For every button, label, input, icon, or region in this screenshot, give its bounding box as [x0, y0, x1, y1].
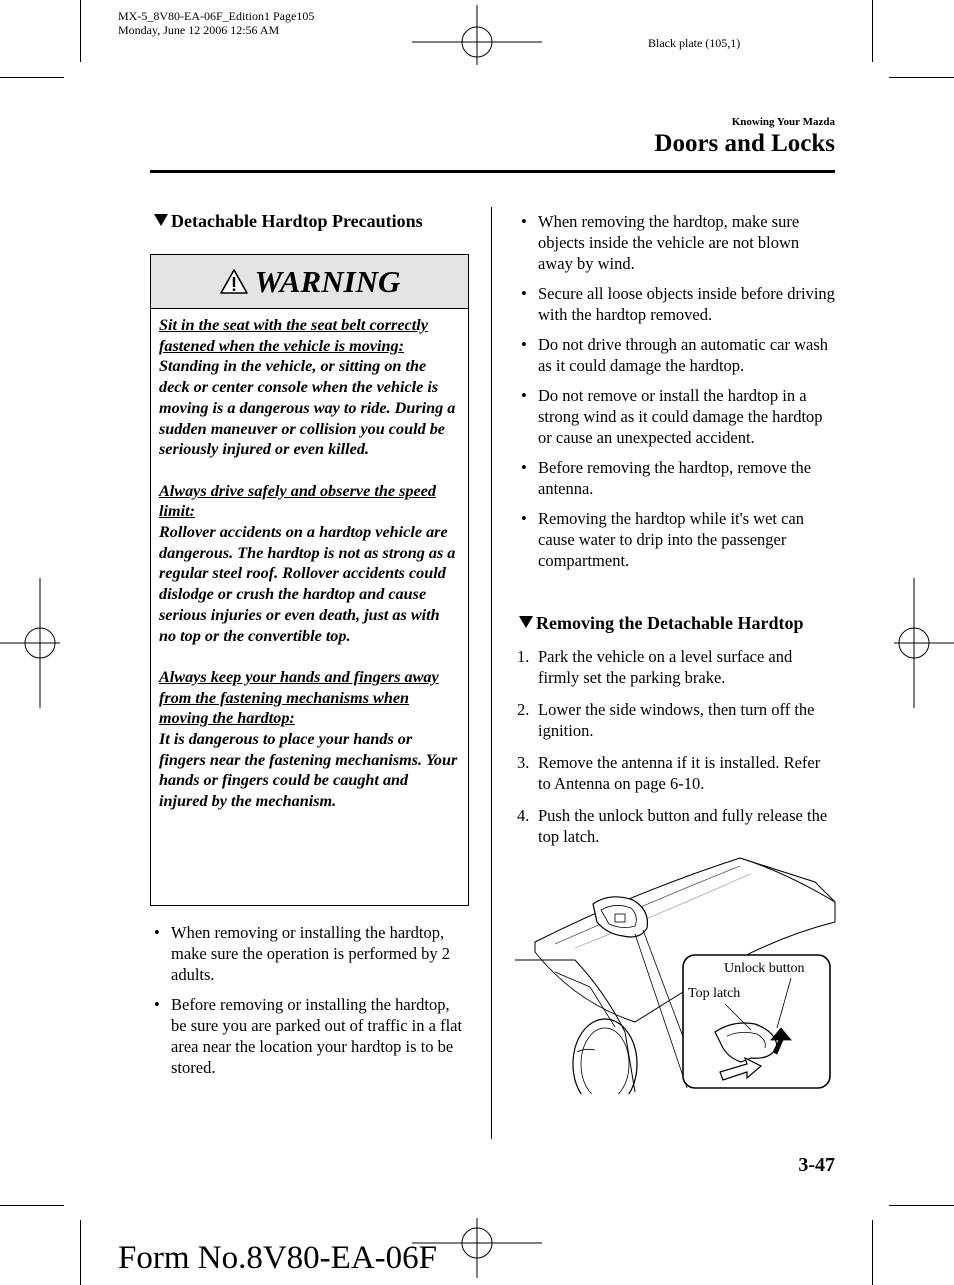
- step-number: 4.: [517, 806, 530, 825]
- list-item: [517, 805, 837, 847]
- list-item-text: Do not drive through an automatic car wash as it could damage the hardtop.: [538, 335, 829, 375]
- plate-label: Black plate (105,1): [648, 36, 741, 50]
- list-item: [517, 508, 837, 571]
- step-number: 1.: [517, 647, 530, 666]
- list-item-text: When removing or installing the hardtop, make sure the operation is performed by 2 adults.: [171, 923, 451, 984]
- form-number: Form No.8V80-EA-06F: [118, 1240, 437, 1276]
- list-item-text: When removing the hardtop, make sure objects inside the vehicle are not blown away by wind.: [538, 212, 800, 273]
- bullet-icon: •: [521, 284, 527, 303]
- step-text: Remove the antenna if it is installed. Refer to Antenna on page 6-10.: [538, 753, 821, 793]
- warning-text: Rollover accidents on a hardtop vehicle are dangerous. The hardtop is not as strong as a regular steel roof. Rollover accidents could dislodge or crush the hardtop and cause serious injuries or even death, just as with no top or the convertible top.: [159, 523, 456, 645]
- list-item: [517, 334, 837, 376]
- bullet-icon: •: [154, 995, 160, 1014]
- header-rule: [150, 170, 835, 173]
- page-number: 3-47: [798, 1154, 835, 1176]
- list-item: [150, 994, 465, 1078]
- bullet-icon: •: [521, 509, 527, 528]
- warning-lead: Sit in the seat with the seat belt correctly fastened when the vehicle is moving:: [159, 316, 428, 355]
- warning-lead: Always keep your hands and fingers away from the fastening mechanisms when moving the hardtop:: [159, 667, 439, 728]
- right-bullet-list: [517, 211, 837, 580]
- warning-block-speed: [159, 481, 460, 647]
- warning-body: [151, 309, 468, 820]
- triangle-down-icon: [154, 214, 168, 226]
- list-item: [517, 211, 837, 274]
- list-item-text: Before removing or installing the hardtop, be sure you are parked out of traffic in a flat area near the location your hardtop is to be stored.: [171, 995, 463, 1077]
- bullet-icon: •: [521, 212, 527, 231]
- registration-mark-right: [894, 578, 954, 708]
- bullet-icon: •: [521, 458, 527, 477]
- list-item: [517, 385, 837, 448]
- section-label: Knowing Your Mazda: [731, 116, 835, 128]
- warning-block-hands: [159, 667, 460, 812]
- warning-lead: Always drive safely and observe the speed limit:: [159, 481, 436, 521]
- warning-header: [151, 255, 468, 309]
- triangle-down-icon: [519, 616, 533, 628]
- left-bullet-list: [150, 922, 465, 1087]
- step-number: 3.: [517, 753, 530, 772]
- list-item: [150, 922, 465, 985]
- print-timestamp: Monday, June 12 2006 12:56 AM: [118, 23, 280, 37]
- bullet-icon: •: [154, 923, 160, 942]
- list-item: [517, 699, 837, 741]
- list-item-text: Do not remove or install the hardtop in a strong wind as it could damage the hardtop or cause an unexpected accident.: [538, 386, 823, 447]
- step-text: Park the vehicle on a level surface and firmly set the parking brake.: [538, 647, 793, 687]
- top-latch-label: Top latch: [688, 986, 741, 1001]
- right-heading-text: Removing the Detachable Hardtop: [536, 613, 804, 633]
- bullet-icon: •: [521, 386, 527, 405]
- warning-block-seatbelt: [159, 315, 460, 460]
- unlock-button-label: Unlock button: [724, 961, 805, 976]
- list-item-text: Secure all loose objects inside before driving with the hardtop removed.: [538, 284, 835, 324]
- warning-title: WARNING: [254, 263, 401, 299]
- step-number: 2.: [517, 700, 530, 719]
- left-heading: [154, 211, 423, 232]
- warning-triangle-icon: [219, 268, 249, 295]
- warning-text: It is dangerous to place your hands or fingers near the fastening mechanisms. Your hands or fingers could be caught and injured by the mechanism.: [159, 730, 458, 811]
- list-item: [517, 752, 837, 794]
- column-divider: [491, 207, 492, 1139]
- list-item: [517, 283, 837, 325]
- page-title: Doors and Locks: [654, 130, 835, 157]
- warning-box: [150, 254, 469, 906]
- hardtop-latch-figure: [515, 852, 837, 1094]
- step-text: Push the unlock button and fully release the top latch.: [538, 806, 828, 846]
- list-item-text: Removing the hardtop while it's wet can cause water to drip into the passenger compartment.: [538, 509, 804, 570]
- steps-list: [517, 646, 837, 858]
- left-heading-text: Detachable Hardtop Precautions: [171, 211, 423, 231]
- warning-text: Standing in the vehicle, or sitting on the deck or center console when the vehicle is moving is a dangerous way to ride. During a sudden maneuver or collision you could be seriously injured or even killed.: [159, 357, 456, 459]
- list-item: [517, 457, 837, 499]
- right-heading: [519, 613, 803, 634]
- list-item: [517, 646, 837, 688]
- bullet-icon: •: [521, 335, 527, 354]
- print-file-name: MX-5_8V80-EA-06F_Edition1 Page105: [118, 9, 315, 23]
- registration-mark-left: [0, 578, 60, 708]
- step-text: Lower the side windows, then turn off the ignition.: [538, 700, 815, 740]
- list-item-text: Before removing the hardtop, remove the antenna.: [538, 458, 812, 498]
- registration-mark-top: [412, 5, 542, 65]
